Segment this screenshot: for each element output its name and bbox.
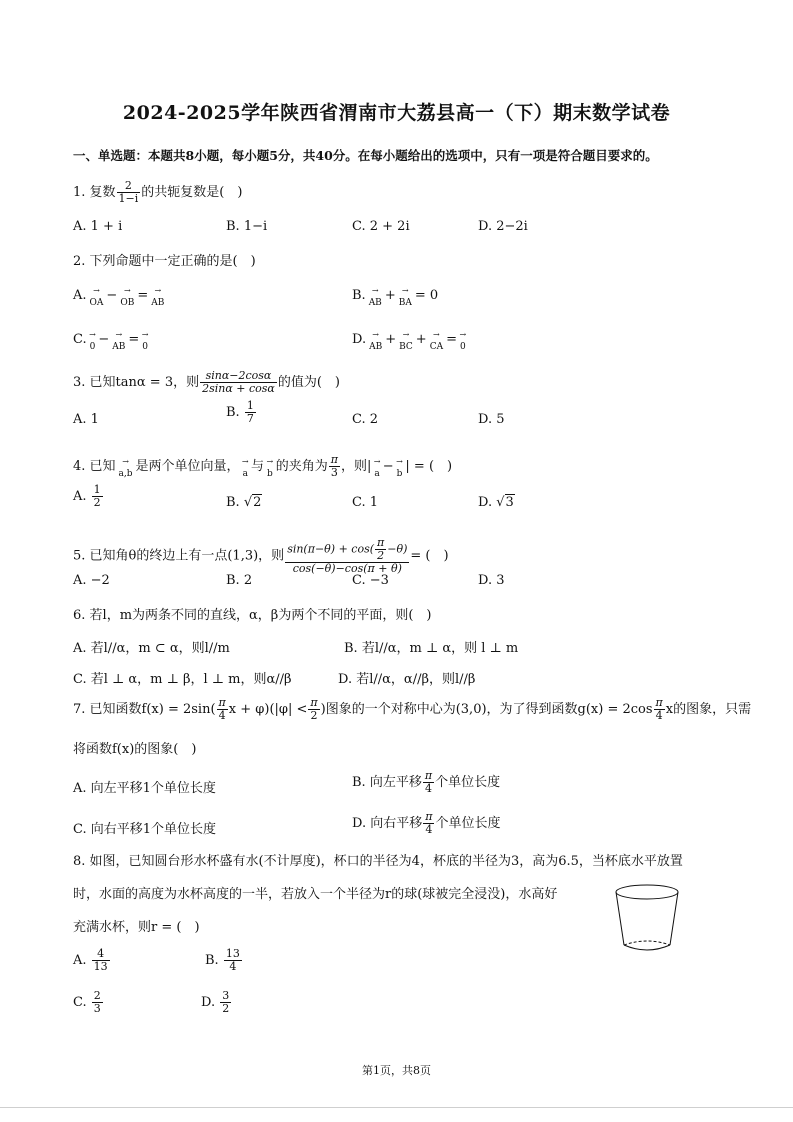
q3-option-c[interactable]: C. 2: [352, 412, 379, 427]
question-7-line2: 将函数f(x)的图象( ): [73, 742, 197, 757]
truncated-cone-cup-figure: [612, 883, 682, 955]
q2-option-c[interactable]: C.→ 0 −→ AB =→ 0: [73, 332, 151, 352]
q4-option-c[interactable]: C. 1: [352, 495, 379, 510]
q1-option-a[interactable]: A. 1 + i: [73, 219, 123, 234]
q7-option-b[interactable]: B. 向左平移 $\frac{\pi}{4}$ 个单位长度: [352, 769, 501, 796]
question-3: 3. 已知tanα = 3，则 $\frac{\sin\alpha-2\cos\alpha}{2\sin\alpha + \cos\alpha}$ 的值为( ): [73, 369, 340, 396]
q5-option-d[interactable]: D. 3: [478, 573, 505, 588]
q3-option-b[interactable]: B. $\frac{1}{7}$: [226, 399, 254, 426]
q4-option-a[interactable]: A. $\frac{1}{2}$: [73, 483, 101, 510]
q5-option-b[interactable]: B. 2: [226, 573, 253, 588]
question-1: 1. 复数 $\frac{2}{1-i}$ 的共轭复数是( ): [73, 179, 243, 206]
q2-option-d[interactable]: D.→ AB +→ BC +→ CA =→ 0: [352, 332, 469, 352]
question-2: 2. 下列命题中一定正确的是( ): [73, 254, 256, 269]
q8-option-c[interactable]: C. $\frac{2}{3}$: [73, 989, 101, 1016]
q1-option-c[interactable]: C. 2 + 2i: [352, 219, 410, 234]
q5-option-a[interactable]: A. −2: [73, 573, 110, 588]
q1-fraction: $\frac{2}{1-i}$: [118, 179, 139, 206]
question-7: 7. 已知函数f(x) = 2sin( $\frac{\pi}{4}$ x + φ)(|φ| < $\frac{\pi}{2}$ )图象的一个对称中心为(3,0)，为了得到函数g(x) = 2cos $\frac{\pi}{4}$ x的图象，只需: [73, 696, 752, 723]
section-heading: 一、单选题：本题共8小题，每小题5分，共40分。在每小题给出的选项中，只有一项是符合题目要求的。: [73, 148, 658, 163]
question-6: 6. 若l，m为两条不同的直线，α，β为两个不同的平面，则( ): [73, 608, 432, 623]
q3-fraction: $\frac{\sin\alpha-2\cos\alpha}{2\sin\alpha + \cos\alpha}$: [202, 369, 275, 396]
q6-option-d[interactable]: D. 若l//α，α//β，则l//β: [338, 672, 476, 687]
q1-option-d[interactable]: D. 2−2i: [478, 219, 528, 234]
q2-option-b[interactable]: B.→ AB +→ BA = 0: [352, 288, 438, 308]
q6-option-a[interactable]: A. 若l//α，m ⊂ α，则l//m: [73, 641, 230, 656]
q1-option-b[interactable]: B. 1−i: [226, 219, 268, 234]
q7-option-a[interactable]: A. 向左平移1个单位长度: [73, 781, 216, 796]
question-8-line2: 时，水面的高度为水杯高度的一半，若放入一个半径为r的球(球被完全浸没)，水高好: [73, 887, 558, 902]
question-5: 5. 已知角θ的终边上有一点(1,3)，则 sin(π−θ) + cos( $\frac{\pi}{2}$ −θ) cos(−θ)−cos(π + θ) = ( ): [73, 536, 449, 576]
question-4: 4. 已知→ a,b 是两个单位向量，→ a 与→ b 的夹角为 $\frac{\pi}{3}$ ，则|→ a −→ b | = ( ): [73, 454, 452, 479]
question-8: 8. 如图，已知圆台形水杯盛有水(不计厚度)，杯口的半径为4，杯底的半径为3，高为6.5，当杯底水平放置: [73, 854, 683, 869]
q3-option-a[interactable]: A. 1: [73, 412, 99, 427]
q2-option-a[interactable]: A.→ OA −→ OB =→ AB: [73, 288, 167, 308]
q6-option-b[interactable]: B. 若l//α，m ⊥ α，则 l ⊥ m: [344, 641, 519, 656]
q7-option-c[interactable]: C. 向右平移1个单位长度: [73, 822, 217, 837]
q7-option-d[interactable]: D. 向右平移 $\frac{\pi}{4}$ 个单位长度: [352, 810, 501, 837]
question-8-line3: 充满水杯，则r = ( ): [73, 920, 200, 935]
q5-option-c[interactable]: C. −3: [352, 573, 389, 588]
q3-option-d[interactable]: D. 5: [478, 412, 505, 427]
page-footer: 第1页，共8页: [362, 1064, 431, 1077]
q5-fraction: sin(π−θ) + cos( $\frac{\pi}{2}$ −θ) cos(−θ)−cos(π + θ): [287, 536, 408, 576]
q4-option-b[interactable]: B. √2: [226, 495, 262, 510]
q8-option-b[interactable]: B. $\frac{13}{4}$: [205, 947, 240, 974]
page-title: 2024-2025学年陕西省渭南市大荔县高一（下）期末数学试卷: [122, 102, 671, 124]
q6-option-c[interactable]: C. 若l ⊥ α，m ⊥ β，l ⊥ m，则α//β: [73, 672, 292, 687]
q8-option-a[interactable]: A. $\frac{4}{13}$: [73, 947, 108, 974]
q4-option-d[interactable]: D. √3: [478, 495, 514, 510]
footer-divider: [0, 1107, 793, 1108]
q8-option-d[interactable]: D. $\frac{3}{2}$: [201, 989, 230, 1016]
